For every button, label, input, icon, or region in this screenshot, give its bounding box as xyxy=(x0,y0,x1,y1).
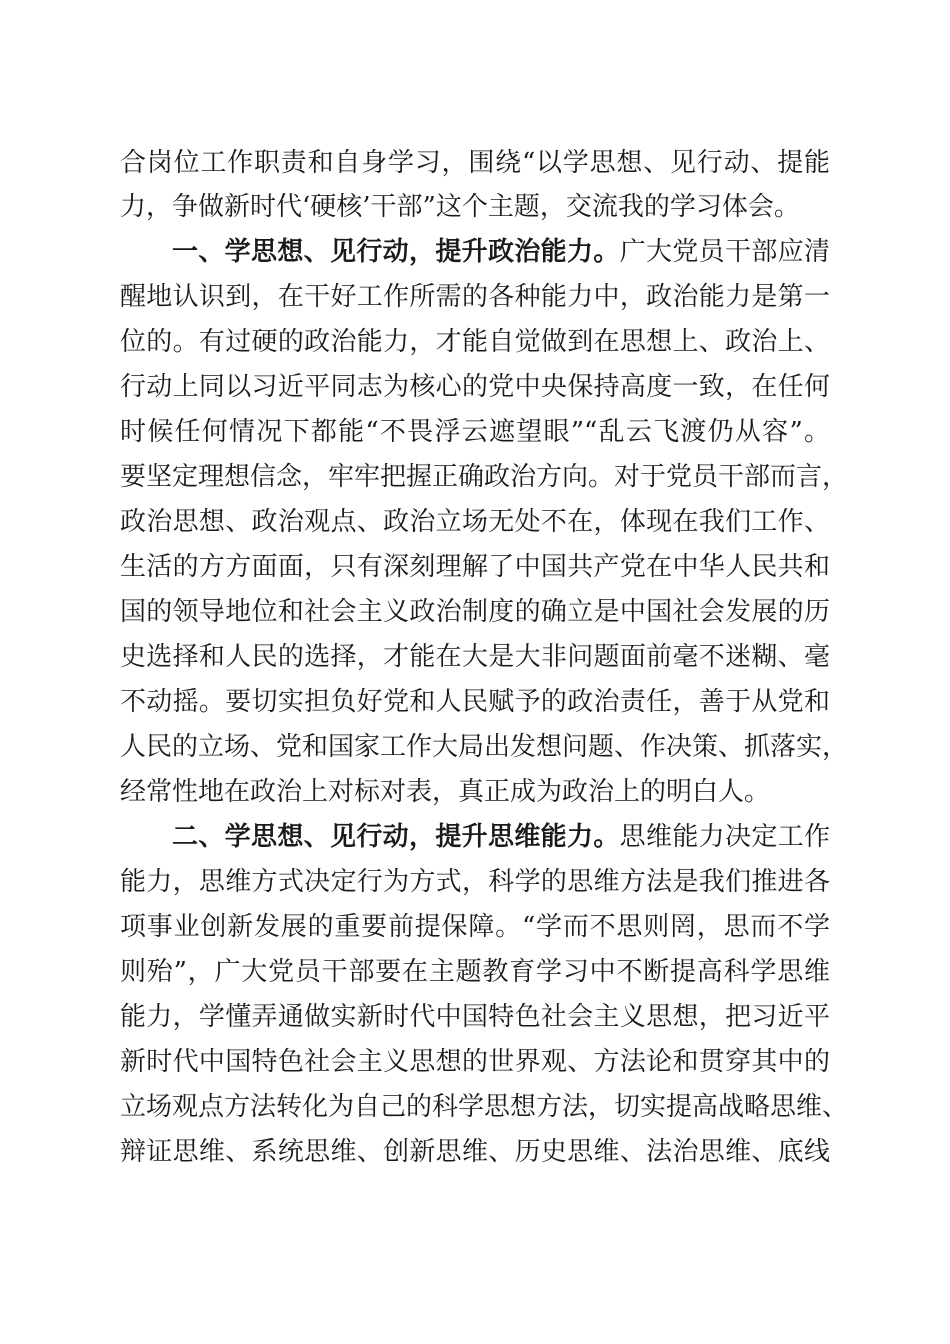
text-line: 立场观点方法转化为自己的科学思想方法，切实提高战略思维、 xyxy=(120,1092,849,1122)
text-line: 能力，思维方式决定行为方式，科学的思维方法是我们推进各 xyxy=(120,867,830,897)
text-line: 史选择和人民的选择，才能在大是大非问题面前毫不迷糊、毫 xyxy=(120,642,830,672)
text-line: 则殆”，广大党员干部要在主题教育学习中不断提高科学思维 xyxy=(120,957,830,987)
text-line: 位的。有过硬的政治能力，才能自觉做到在思想上、政治上、 xyxy=(120,327,830,357)
section-heading-1: 一、学思想、见行动，提升政治能力。 xyxy=(172,237,620,267)
text-line: 醒地认识到，在干好工作所需的各种能力中，政治能力是第一 xyxy=(120,282,830,312)
section-heading-2: 二、学思想、见行动，提升思维能力。 xyxy=(172,822,620,852)
text-line: 时候任何情况下都能“不畏浮云遮望眼”“乱云飞渡仍从容”。 xyxy=(120,417,830,447)
text-line: 生活的方方面面，只有深刻理解了中国共产党在中华人民共和 xyxy=(120,552,830,582)
text-line: 思维能力决定工作 xyxy=(619,822,830,852)
text-line: 广大党员干部应清 xyxy=(619,237,830,267)
text-line: 能力，学懂弄通做实新时代中国特色社会主义思想，把习近平 xyxy=(120,1002,830,1032)
text-line: 行动上同以习近平同志为核心的党中央保持高度一致，在任何 xyxy=(120,372,830,402)
text-line: 力，争做新时代‘硬核’干部”这个主题，交流我的学习体会。 xyxy=(120,192,800,222)
text-line: 国的领导地位和社会主义政治制度的确立是中国社会发展的历 xyxy=(120,597,830,627)
text-line: 政治思想、政治观点、政治立场无处不在，体现在我们工作、 xyxy=(120,507,830,537)
text-line: 辩证思维、系统思维、创新思维、历史思维、法治思维、底线 xyxy=(120,1137,830,1167)
paragraph-2-first-line xyxy=(172,815,830,859)
text-line: 项事业创新发展的重要前提保障。“学而不思则罔，思而不学 xyxy=(120,912,830,942)
paragraph-1-first-line xyxy=(172,230,830,274)
text-line: 经常性地在政治上对标对表，真正成为政治上的明白人。 xyxy=(120,777,771,807)
text-line: 合岗位工作职责和自身学习，围绕“以学思想、见行动、提能 xyxy=(120,148,830,178)
text-line: 不动摇。要切实担负好党和人民赋予的政治责任，善于从党和 xyxy=(120,687,830,717)
text-line: 新时代中国特色社会主义思想的世界观、方法论和贯穿其中的 xyxy=(120,1047,830,1077)
text-line: 要坚定理想信念，牢牢把握正确政治方向。对于党员干部而言， xyxy=(120,462,849,492)
text-line: 人民的立场、党和国家工作大局出发想问题、作决策、抓落实， xyxy=(120,732,849,762)
